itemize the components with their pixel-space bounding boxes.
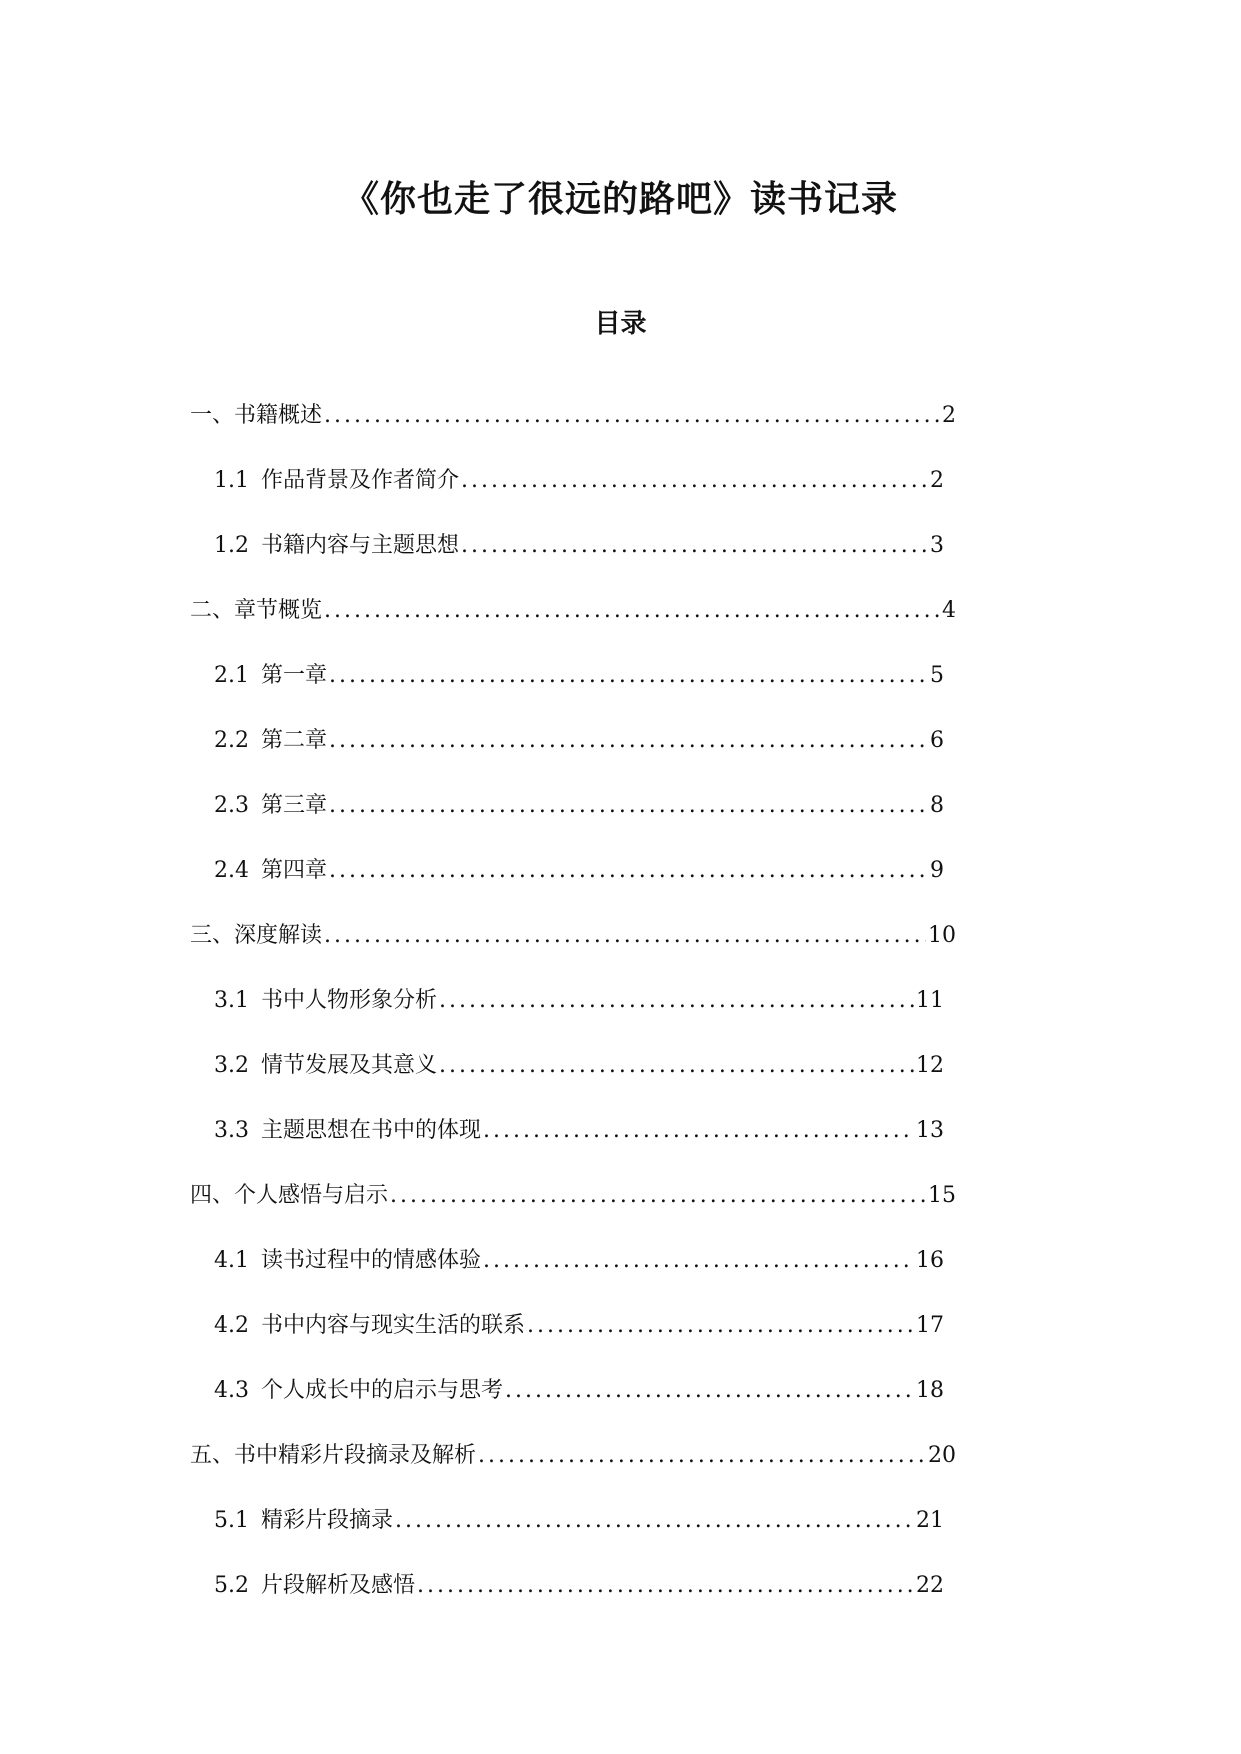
toc-entry-label: 书中内容与现实生活的联系 [261, 1312, 526, 1338]
toc-entry-label: 第二章 [261, 727, 328, 753]
toc-entry-label: 个人成长中的启示与思考 [261, 1377, 504, 1403]
toc-dot-leader [324, 921, 926, 951]
toc-entry[interactable] [0, 838, 944, 903]
toc-page-number: 4 [942, 597, 956, 623]
toc-entry[interactable] [0, 383, 956, 448]
toc-entry-label: 三、深度解读 [190, 922, 323, 948]
toc-dot-leader [329, 726, 928, 756]
toc-entry-label: 作品背景及作者简介 [261, 467, 460, 493]
toc-entry-number: 5.1 [214, 1507, 249, 1533]
toc-page-number: 11 [916, 987, 944, 1013]
toc-entry-label: 书中人物形象分析 [261, 987, 438, 1013]
toc-dot-leader [483, 1246, 914, 1276]
toc-entry-label: 五、书中精彩片段摘录及解析 [190, 1442, 477, 1468]
toc-entry[interactable] [0, 578, 956, 643]
toc-entry[interactable] [0, 1163, 956, 1228]
toc-entry-label: 第三章 [261, 792, 328, 818]
toc-entry-label: 书籍内容与主题思想 [261, 532, 460, 558]
toc-page-number: 8 [930, 792, 944, 818]
toc-entry-number: 3.2 [214, 1052, 249, 1078]
toc-page-number: 2 [930, 467, 944, 493]
toc-dot-leader [505, 1376, 914, 1406]
toc-entry[interactable] [0, 1553, 944, 1618]
toc-entry[interactable] [0, 643, 944, 708]
toc-entry-label: 精彩片段摘录 [261, 1507, 394, 1533]
toc-entry-number: 4.2 [214, 1312, 249, 1338]
toc-entry-label: 主题思想在书中的体现 [261, 1117, 482, 1143]
toc-page-number: 2 [942, 402, 956, 428]
toc-dot-leader [329, 856, 928, 886]
toc-dot-leader [527, 1311, 914, 1341]
toc-dot-leader [324, 401, 940, 431]
toc-page-number: 16 [916, 1247, 944, 1273]
toc-heading: 目录 [594, 308, 647, 339]
toc-entry[interactable] [0, 773, 944, 838]
toc-entry-label: 读书过程中的情感体验 [261, 1247, 482, 1273]
toc-entry-number: 3.1 [214, 987, 249, 1013]
toc-entry-number: 3.3 [214, 1117, 249, 1143]
toc-page-number: 20 [928, 1442, 956, 1468]
toc-dot-leader [329, 661, 928, 691]
toc-entry[interactable] [0, 448, 944, 513]
toc-entry-number: 4.3 [214, 1377, 249, 1403]
toc-entry-label: 第一章 [261, 662, 328, 688]
toc-entry[interactable] [0, 903, 956, 968]
toc-entry[interactable] [0, 1293, 944, 1358]
toc-page-number: 3 [930, 532, 944, 558]
toc-page-number: 17 [916, 1312, 944, 1338]
toc-page-number: 18 [916, 1377, 944, 1403]
toc-page-number: 13 [916, 1117, 944, 1143]
toc-entry-label: 一、书籍概述 [190, 402, 323, 428]
toc-entry-label: 四、个人感悟与启示 [190, 1182, 389, 1208]
toc-entry-label: 片段解析及感悟 [261, 1572, 416, 1598]
toc-entry-number: 5.2 [214, 1572, 249, 1598]
toc-page-number: 12 [916, 1052, 944, 1078]
toc-entry[interactable] [0, 1488, 944, 1553]
toc-entry-number: 1.1 [214, 467, 249, 493]
toc-dot-leader [329, 791, 928, 821]
toc-entry-number: 1.2 [214, 532, 249, 558]
toc-entry-number: 2.2 [214, 727, 249, 753]
toc-dot-leader [439, 986, 914, 1016]
document-title: 《你也走了很远的路吧》读书记录 [342, 179, 898, 221]
toc-page-number: 6 [930, 727, 944, 753]
toc-entry-label: 二、章节概览 [190, 597, 323, 623]
toc-entry[interactable] [0, 1228, 944, 1293]
toc-dot-leader [439, 1051, 914, 1081]
toc-page-number: 22 [916, 1572, 944, 1598]
toc-entry[interactable] [0, 513, 944, 578]
toc-dot-leader [461, 466, 928, 496]
toc-entry-number: 2.1 [214, 662, 249, 688]
toc-entry-label: 情节发展及其意义 [261, 1052, 438, 1078]
toc-entry[interactable] [0, 708, 944, 773]
toc-entry[interactable] [0, 968, 944, 1033]
toc-dot-leader [390, 1181, 926, 1211]
toc-entry[interactable] [0, 1033, 944, 1098]
table-of-contents [0, 383, 1241, 1618]
toc-dot-leader [478, 1441, 926, 1471]
toc-entry[interactable] [0, 1423, 956, 1488]
toc-dot-leader [395, 1506, 914, 1536]
toc-page-number: 5 [930, 662, 944, 688]
toc-entry-number: 2.4 [214, 857, 249, 883]
toc-dot-leader [324, 596, 940, 626]
toc-entry-number: 2.3 [214, 792, 249, 818]
toc-page-number: 10 [928, 922, 956, 948]
toc-entry[interactable] [0, 1098, 944, 1163]
toc-page-number: 15 [928, 1182, 956, 1208]
toc-page-number: 21 [916, 1507, 944, 1533]
toc-dot-leader [483, 1116, 914, 1146]
toc-dot-leader [461, 531, 928, 561]
toc-entry[interactable] [0, 1358, 944, 1423]
toc-page-number: 9 [930, 857, 944, 883]
toc-entry-label: 第四章 [261, 857, 328, 883]
toc-dot-leader [417, 1571, 914, 1601]
toc-entry-number: 4.1 [214, 1247, 249, 1273]
